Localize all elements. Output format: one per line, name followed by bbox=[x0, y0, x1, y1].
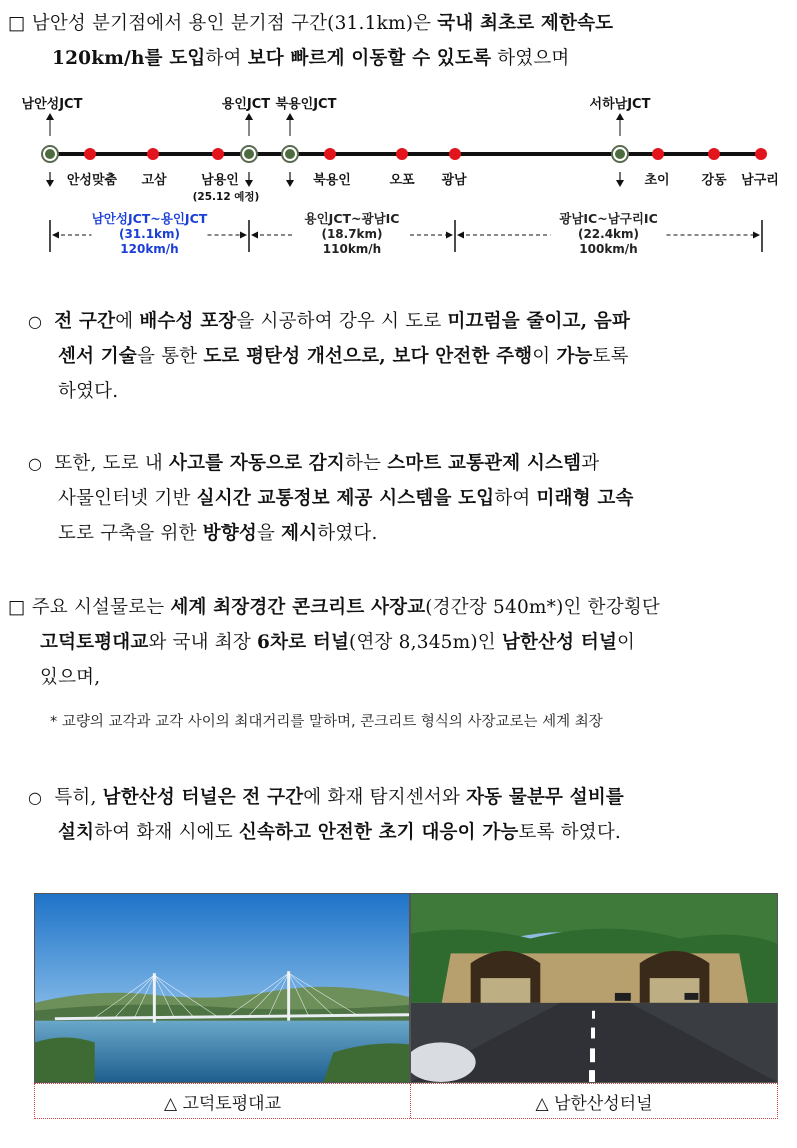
bold-text: 신속하고 안전한 초기 대응이 가능 bbox=[238, 822, 519, 843]
paragraph-line bbox=[8, 6, 613, 41]
section-name: 남안성JCT~용인JCT bbox=[91, 211, 208, 226]
station-label: 광남 bbox=[441, 173, 467, 188]
station-marker bbox=[396, 148, 408, 160]
bold-text: 자동 물분무 설비를 bbox=[466, 787, 624, 808]
text-run: 을 시공하여 강우 시 도로 bbox=[236, 311, 448, 332]
text-run: 을 통한 bbox=[136, 346, 204, 367]
text-run: 특히, bbox=[54, 787, 103, 808]
bold-text: 실시간 교통정보 제공 시스템을 도입 bbox=[196, 488, 495, 509]
text-run: (연장 8,345m)인 bbox=[349, 632, 502, 653]
station-marker bbox=[212, 148, 224, 160]
paragraph-line bbox=[28, 304, 630, 339]
junction-marker-core bbox=[244, 149, 254, 159]
bold-text: 스마트 교통관제 시스템 bbox=[387, 453, 582, 474]
arrow-right-icon bbox=[446, 232, 453, 239]
text-run: 하는 bbox=[344, 453, 388, 474]
bold-text: 센서 기술 bbox=[58, 346, 137, 367]
station-label: 강동 bbox=[701, 173, 727, 188]
bold-text: 국내 최초로 제한속도 bbox=[437, 13, 614, 34]
bold-text: 설치 bbox=[58, 822, 95, 843]
square-bullet: □ bbox=[8, 13, 26, 34]
text-run: 주요 시설물로는 bbox=[25, 597, 171, 618]
paragraph-line bbox=[58, 815, 621, 850]
station-marker bbox=[147, 148, 159, 160]
paragraph-line bbox=[28, 780, 624, 815]
bold-text: 배수성 포장 bbox=[139, 311, 237, 332]
station-marker bbox=[708, 148, 720, 160]
paragraph-line bbox=[28, 446, 599, 481]
paragraph-line bbox=[58, 339, 629, 374]
bold-text: 미끄럼을 줄이고, 음파 bbox=[447, 311, 631, 332]
text-run: 하였다. bbox=[58, 381, 119, 402]
station-label: 오포 bbox=[389, 173, 415, 188]
photo-captions bbox=[34, 1083, 778, 1119]
section-length: (22.4km) bbox=[577, 227, 640, 241]
station-label: 고삼 bbox=[141, 173, 167, 188]
text-run: 토록 bbox=[592, 346, 629, 367]
bridge-caption: △ 고덕토평대교 bbox=[35, 1084, 411, 1118]
text-run: 남안성 분기점에서 용인 분기점 구간(31.1km)은 bbox=[25, 13, 438, 34]
tunnel-photo bbox=[410, 893, 778, 1083]
circle-bullet: ○ bbox=[28, 312, 43, 331]
text-run: 하여 bbox=[205, 48, 248, 69]
paragraph-line bbox=[58, 516, 378, 551]
arrow-head-icon bbox=[245, 180, 253, 187]
bold-text: 전 구간 bbox=[54, 311, 116, 332]
text-run: 또한, 도로 내 bbox=[54, 453, 170, 474]
route-diagram bbox=[0, 90, 797, 270]
junction-label: 남안성JCT bbox=[21, 97, 83, 112]
bold-text: 제시 bbox=[281, 523, 318, 544]
section-name: 광남IC~남구리IC bbox=[559, 211, 658, 226]
paragraph-line bbox=[58, 374, 118, 409]
text-run: 도로 구축을 위한 bbox=[58, 523, 203, 544]
arrow-left-icon bbox=[457, 232, 464, 239]
station-label: 북용인 bbox=[313, 173, 351, 188]
photo-table bbox=[34, 893, 778, 1121]
bold-text: 120km/h를 도입 bbox=[52, 48, 206, 69]
text-run: 하였다. bbox=[317, 523, 378, 544]
bold-text: 사고를 자동으로 감지 bbox=[169, 453, 345, 474]
text-run: 하여 화재 시에도 bbox=[94, 822, 239, 843]
station-label: 남용인 bbox=[201, 173, 239, 188]
junction-label: 용인JCT bbox=[221, 97, 271, 112]
junction-label: 서하남JCT bbox=[589, 97, 651, 112]
arrow-head-icon bbox=[46, 113, 54, 120]
bold-text: 가능 bbox=[556, 346, 593, 367]
footnote: * 교량의 교각과 교각 사이의 최대거리를 말하며, 콘크리트 형식의 사장교로는 세계 최장 bbox=[50, 714, 603, 730]
tunnel-caption: △ 남한산성터널 bbox=[535, 1093, 653, 1114]
paragraph-line bbox=[40, 660, 100, 695]
bold-text: 남한산성 터널은 전 구간 bbox=[102, 787, 304, 808]
station-label: 안성맞춤 bbox=[66, 173, 118, 188]
station-label: 초이 bbox=[644, 173, 670, 188]
bold-text: 6차로 터널 bbox=[257, 632, 350, 653]
junction-marker-core bbox=[285, 149, 295, 159]
text-run: 있으며, bbox=[40, 667, 101, 688]
section-length: (31.1km) bbox=[118, 227, 181, 241]
bold-text: 세계 최장경간 콘크리트 사장교 bbox=[170, 597, 426, 618]
arrow-right-icon bbox=[753, 232, 760, 239]
station-marker bbox=[755, 148, 767, 160]
text-run: 을 bbox=[256, 523, 282, 544]
station-marker bbox=[449, 148, 461, 160]
arrow-head-icon bbox=[245, 113, 253, 120]
station-note: (25.12 예정) bbox=[192, 191, 260, 203]
station-marker bbox=[84, 148, 96, 160]
text-run: 하여 bbox=[494, 488, 537, 509]
section-speed: 110km/h bbox=[322, 242, 382, 256]
bridge-photo bbox=[34, 893, 410, 1083]
text-run: 와 국내 최장 bbox=[148, 632, 258, 653]
junction-marker-core bbox=[45, 149, 55, 159]
section-length: (18.7km) bbox=[321, 227, 383, 241]
arrow-left-icon bbox=[251, 232, 258, 239]
junction-label: 북용인JCT bbox=[275, 97, 337, 112]
arrow-right-icon bbox=[240, 232, 247, 239]
section-speed: 100km/h bbox=[579, 242, 638, 256]
text-run: 과 bbox=[581, 453, 600, 474]
circle-bullet: ○ bbox=[28, 454, 43, 473]
bold-text: 미래형 고속 bbox=[536, 488, 634, 509]
junction-marker-core bbox=[615, 149, 625, 159]
arrow-head-icon bbox=[286, 180, 294, 187]
station-marker bbox=[652, 148, 664, 160]
arrow-head-icon bbox=[286, 113, 294, 120]
station-marker bbox=[324, 148, 336, 160]
bold-text: 고덕토평대교 bbox=[40, 632, 149, 653]
bold-text: 남한산성 터널 bbox=[501, 632, 618, 653]
text-run: 토록 하였다. bbox=[518, 822, 621, 843]
text-run: (경간장 540m*)인 한강횡단 bbox=[425, 597, 660, 618]
arrow-head-icon bbox=[616, 180, 624, 187]
paragraph-line bbox=[40, 625, 635, 660]
arrow-head-icon bbox=[616, 113, 624, 120]
section-speed: 120km/h bbox=[120, 242, 179, 256]
paragraph-line bbox=[58, 481, 634, 516]
text-run: 에 bbox=[115, 311, 140, 332]
square-bullet: □ bbox=[8, 597, 26, 618]
text-run: 이 bbox=[532, 346, 557, 367]
paragraph-line bbox=[8, 590, 660, 625]
bold-text: 방향성 bbox=[202, 523, 257, 544]
section-name: 용인JCT~광남IC bbox=[304, 211, 400, 226]
text-run: 사물인터넷 기반 bbox=[58, 488, 197, 509]
bold-text: 보다 빠르게 이동할 수 있도록 bbox=[247, 48, 492, 69]
text-run: 하였으며 bbox=[491, 48, 570, 69]
circle-bullet: ○ bbox=[28, 788, 43, 807]
bold-text: 도로 평탄성 개선으로, 보다 안전한 주행 bbox=[203, 346, 533, 367]
arrow-head-icon bbox=[46, 180, 54, 187]
text-run: 이 bbox=[617, 632, 636, 653]
station-label: 남구리 bbox=[741, 173, 779, 188]
text-run: 에 화재 탐지센서와 bbox=[303, 787, 467, 808]
arrow-left-icon bbox=[52, 232, 59, 239]
paragraph-line bbox=[52, 41, 570, 76]
